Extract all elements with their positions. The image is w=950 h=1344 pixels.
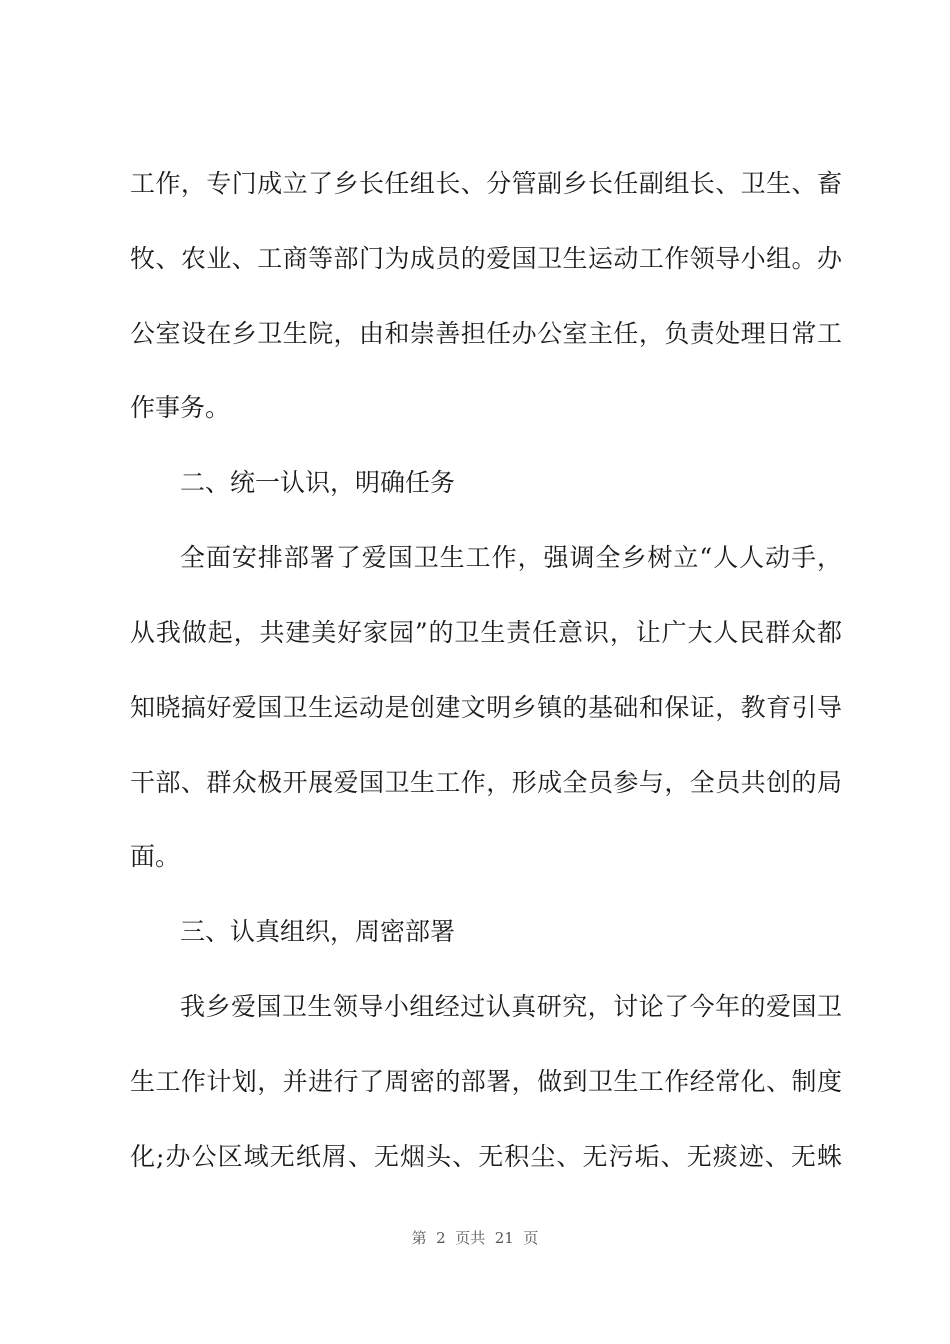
paragraph-line: 全面安排部署了爱国卫生工作，强调全乡树立“人人动手， [180,543,842,572]
page-number-footer: 第 2 页共 21 页 [411,1229,539,1247]
paragraph-line: 从我做起，共建美好家园”的卫生责任意识，让广大人民群众都 [130,618,842,647]
paragraph-line: 干部、群众极开展爱国卫生工作，形成全员参与，全员共创的局 [130,768,842,797]
paragraph-line: 作事务。 [130,393,231,422]
paragraph-line: 工作，专门成立了乡长任组长、分管副乡长任副组长、卫生、畜 [130,169,842,198]
paragraph-line: 知晓搞好爱国卫生运动是创建文明乡镇的基础和保证，教育引导 [130,693,842,722]
paragraph-line: 牧、农业、工商等部门为成员的爱国卫生运动工作领导小组。办 [130,244,842,273]
paragraph-line: 生工作计划，并进行了周密的部署，做到卫生工作经常化、制度 [130,1067,842,1096]
paragraph-line: 公室设在乡卫生院，由和崇善担任办公室主任，负责处理日常工 [130,319,842,348]
section-heading: 二、统一认识，明确任务 [180,468,456,497]
paragraph-line: 面。 [130,842,181,871]
section-heading: 三、认真组织，周密部署 [180,917,456,946]
paragraph-line: 我乡爱国卫生领导小组经过认真研究，讨论了今年的爱国卫 [180,992,842,1021]
paragraph-line: 化;办公区域无纸屑、无烟头、无积尘、无污垢、无痰迹、无蛛 [130,1142,842,1171]
